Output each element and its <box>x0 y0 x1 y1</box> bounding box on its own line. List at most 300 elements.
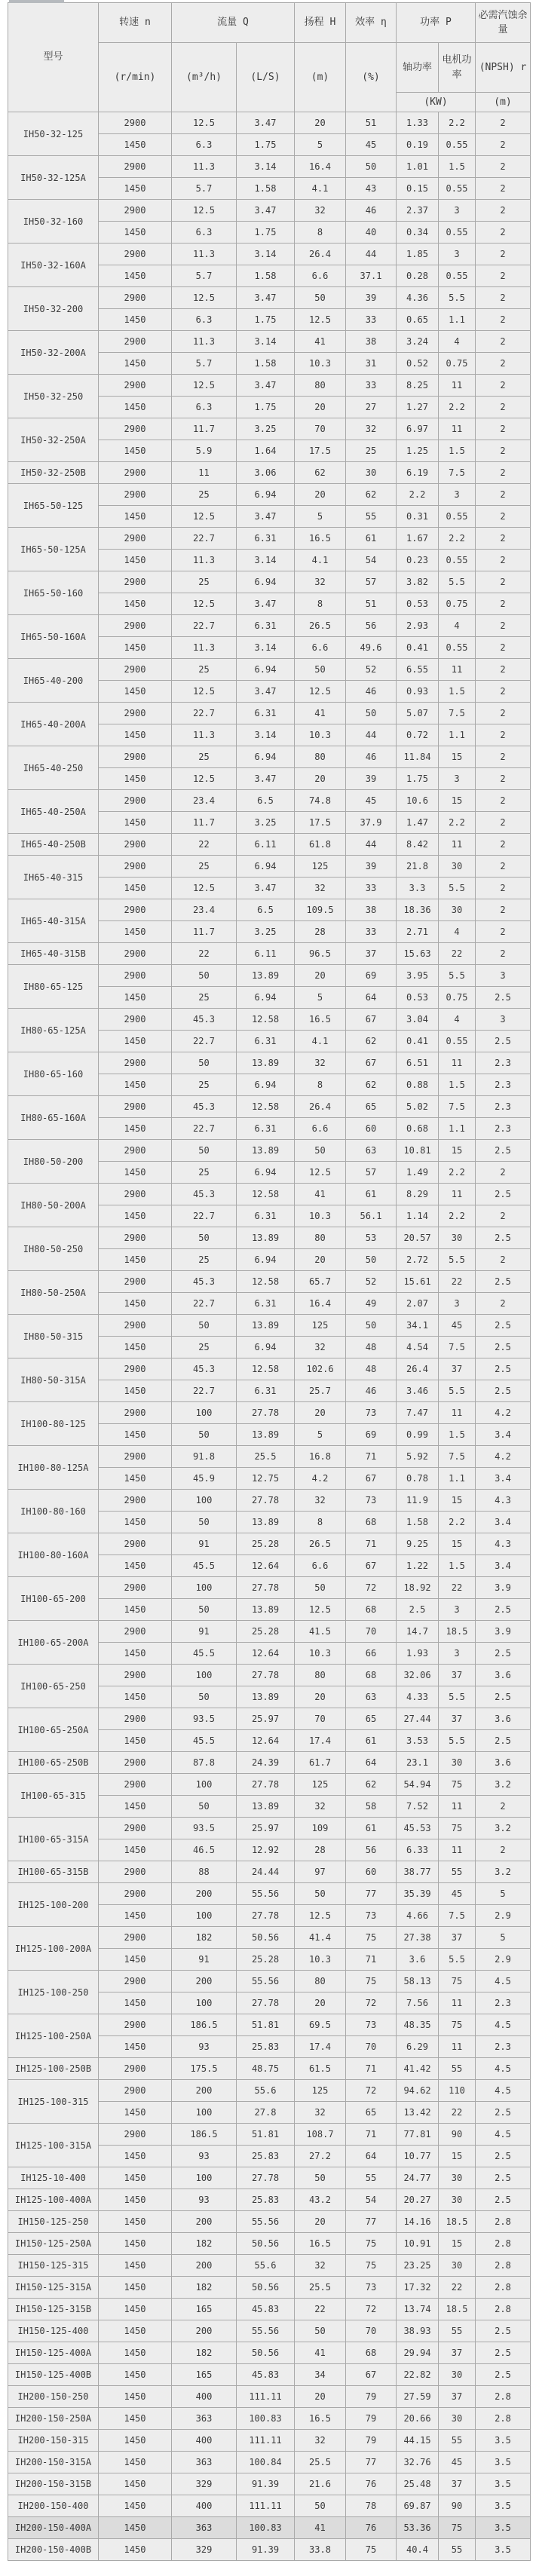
value-cell: 2.8 <box>476 2211 531 2233</box>
value-cell: 2.5 <box>476 2189 531 2211</box>
value-cell: 55.56 <box>237 1971 295 1992</box>
value-cell: 16.4 <box>295 1293 346 1315</box>
value-cell: 3.04 <box>397 1009 439 1031</box>
value-cell: 102.6 <box>295 1358 346 1380</box>
value-cell: 1450 <box>99 724 172 746</box>
value-cell: 1.5 <box>439 1074 476 1096</box>
value-cell: 363 <box>172 2408 237 2430</box>
model-cell: IH125-100-315A <box>8 2124 99 2167</box>
value-cell: 6.31 <box>237 1118 295 1140</box>
value-cell: 50 <box>172 1796 237 1818</box>
value-cell: 33 <box>346 375 397 397</box>
value-cell: 2900 <box>99 1774 172 1796</box>
value-cell: 20.57 <box>397 1227 439 1249</box>
header-power-motor: 电机功率 <box>439 43 476 93</box>
value-cell: 21.6 <box>295 2473 346 2495</box>
value-cell: 165 <box>172 2364 237 2386</box>
model-cell: IH100-65-315B <box>8 1861 99 1883</box>
value-cell: 7.5 <box>439 1337 476 1358</box>
value-cell: 363 <box>172 2452 237 2473</box>
spec-row <box>8 2495 531 2517</box>
value-cell: 3.25 <box>237 418 295 440</box>
value-cell: 2900 <box>99 1184 172 1205</box>
value-cell: 2.3 <box>476 1052 531 1074</box>
value-cell: 4 <box>439 615 476 637</box>
spec-row <box>8 2342 531 2364</box>
value-cell: 50 <box>295 287 346 309</box>
model-cell: IH50-32-200 <box>8 287 99 331</box>
value-cell: 2.5 <box>476 1271 531 1293</box>
value-cell: 1.1 <box>439 309 476 331</box>
value-cell: 8 <box>295 1512 346 1533</box>
spec-row <box>8 331 531 353</box>
model-cell: IH125-100-200A <box>8 1927 99 1971</box>
value-cell: 6.31 <box>237 1380 295 1402</box>
value-cell: 1.67 <box>397 528 439 550</box>
value-cell: 1450 <box>99 1249 172 1271</box>
value-cell: 72 <box>346 2080 397 2102</box>
value-cell: 67 <box>346 1555 397 1577</box>
value-cell: 108.7 <box>295 2124 346 2146</box>
value-cell: 43.2 <box>295 2189 346 2211</box>
value-cell: 3.47 <box>237 200 295 222</box>
value-cell: 60 <box>346 1118 397 1140</box>
value-cell: 1450 <box>99 440 172 462</box>
value-cell: 69.5 <box>295 2014 346 2036</box>
value-cell: 2900 <box>99 1577 172 1599</box>
value-cell: 20 <box>295 484 346 506</box>
value-cell: 1450 <box>99 1468 172 1490</box>
value-cell: 2 <box>476 856 531 878</box>
value-cell: 100 <box>172 1905 237 1927</box>
value-cell: 1450 <box>99 2036 172 2058</box>
value-cell: 68 <box>346 1512 397 1533</box>
model-cell: IH150-125-400 <box>8 2320 99 2342</box>
value-cell: 25.97 <box>237 1708 295 1730</box>
value-cell: 1.75 <box>237 134 295 156</box>
value-cell: 26.4 <box>295 1096 346 1118</box>
spec-row <box>8 2277 531 2299</box>
value-cell: 62 <box>346 1774 397 1796</box>
value-cell: 10.6 <box>397 790 439 812</box>
value-cell: 1.22 <box>397 1555 439 1577</box>
value-cell: 65 <box>346 1096 397 1118</box>
value-cell: 30 <box>439 2255 476 2277</box>
value-cell: 11.7 <box>172 921 237 943</box>
value-cell: 93 <box>172 2036 237 2058</box>
value-cell: 2.93 <box>397 615 439 637</box>
model-cell: IH65-50-160A <box>8 615 99 659</box>
value-cell: 55.56 <box>237 2320 295 2342</box>
value-cell: 2 <box>476 375 531 397</box>
model-cell: IH80-50-315 <box>8 1315 99 1358</box>
value-cell: 100 <box>172 2102 237 2124</box>
value-cell: 3.25 <box>237 812 295 834</box>
value-cell: 363 <box>172 2517 237 2539</box>
value-cell: 1450 <box>99 1992 172 2014</box>
value-cell: 2900 <box>99 899 172 921</box>
value-cell: 26.4 <box>397 1358 439 1380</box>
model-cell: IH65-40-200A <box>8 703 99 746</box>
model-cell: IH65-40-200 <box>8 659 99 703</box>
value-cell: 2 <box>476 1293 531 1315</box>
value-cell: 51.81 <box>237 2014 295 2036</box>
value-cell: 50 <box>346 703 397 724</box>
value-cell: 37 <box>439 1708 476 1730</box>
value-cell: 3.6 <box>476 1665 531 1686</box>
model-cell: IH65-50-125A <box>8 528 99 571</box>
value-cell: 1.47 <box>397 812 439 834</box>
value-cell: 2900 <box>99 200 172 222</box>
value-cell: 23.25 <box>397 2255 439 2277</box>
value-cell: 5.5 <box>439 1949 476 1971</box>
value-cell: 1450 <box>99 1512 172 1533</box>
value-cell: 125 <box>295 1774 346 1796</box>
value-cell: 14.7 <box>397 1621 439 1643</box>
header-head-unit: (m) <box>295 43 346 112</box>
value-cell: 4.5 <box>476 2058 531 2080</box>
value-cell: 37 <box>439 1665 476 1686</box>
spec-row <box>8 528 531 550</box>
value-cell: 39 <box>346 856 397 878</box>
value-cell: 2.3 <box>476 1096 531 1118</box>
value-cell: 2.5 <box>476 2342 531 2364</box>
value-cell: 50 <box>295 1140 346 1162</box>
header-flow: 流量 Q <box>172 3 295 43</box>
value-cell: 52 <box>346 659 397 681</box>
value-cell: 2900 <box>99 2014 172 2036</box>
value-cell: 2.5 <box>397 1599 439 1621</box>
value-cell: 11.84 <box>397 746 439 768</box>
value-cell: 24.77 <box>397 2167 439 2189</box>
model-cell: IH100-65-250A <box>8 1708 99 1752</box>
spec-row <box>8 2299 531 2320</box>
value-cell: 4 <box>439 1009 476 1031</box>
model-cell: IH125-100-400A <box>8 2189 99 2211</box>
model-cell: IH200-150-315 <box>8 2430 99 2452</box>
value-cell: 2900 <box>99 856 172 878</box>
value-cell: 77 <box>346 2452 397 2473</box>
value-cell: 2 <box>476 637 531 659</box>
value-cell: 4 <box>439 921 476 943</box>
value-cell: 2 <box>476 1162 531 1184</box>
value-cell: 63 <box>346 1686 397 1708</box>
value-cell: 11.7 <box>172 812 237 834</box>
value-cell: 3.25 <box>237 921 295 943</box>
value-cell: 72 <box>346 1577 397 1599</box>
value-cell: 3.14 <box>237 331 295 353</box>
value-cell: 5.5 <box>439 1380 476 1402</box>
value-cell: 3.6 <box>476 1708 531 1730</box>
value-cell: 2.5 <box>476 2167 531 2189</box>
value-cell: 3.24 <box>397 331 439 353</box>
value-cell: 62 <box>346 484 397 506</box>
value-cell: 5.5 <box>439 1249 476 1271</box>
value-cell: 100.83 <box>237 2517 295 2539</box>
value-cell: 6.3 <box>172 309 237 331</box>
value-cell: 71 <box>346 1949 397 1971</box>
value-cell: 1450 <box>99 2233 172 2255</box>
value-cell: 3 <box>439 244 476 265</box>
value-cell: 6.6 <box>295 1555 346 1577</box>
value-cell: 87.8 <box>172 1752 237 1774</box>
value-cell: 4.5 <box>476 2124 531 2146</box>
value-cell: 34 <box>295 2364 346 2386</box>
value-cell: 100 <box>172 1490 237 1512</box>
value-cell: 22.7 <box>172 703 237 724</box>
value-cell: 2.5 <box>476 1184 531 1205</box>
value-cell: 50 <box>295 2495 346 2517</box>
value-cell: 50.56 <box>237 2233 295 2255</box>
value-cell: 24.44 <box>237 1861 295 1883</box>
value-cell: 6.11 <box>237 834 295 856</box>
spec-row <box>8 2124 531 2146</box>
value-cell: 5.5 <box>439 965 476 987</box>
value-cell: 2 <box>476 1249 531 1271</box>
value-cell: 6.94 <box>237 1337 295 1358</box>
value-cell: 2900 <box>99 615 172 637</box>
value-cell: 25.28 <box>237 1533 295 1555</box>
value-cell: 90 <box>439 2495 476 2517</box>
value-cell: 110 <box>439 2080 476 2102</box>
value-cell: 23.1 <box>397 1752 439 1774</box>
value-cell: 2.07 <box>397 1293 439 1315</box>
value-cell: 8.25 <box>397 375 439 397</box>
value-cell: 2 <box>476 899 531 921</box>
value-cell: 6.94 <box>237 659 295 681</box>
value-cell: 0.99 <box>397 1424 439 1446</box>
value-cell: 1450 <box>99 681 172 703</box>
value-cell: 1.58 <box>237 178 295 200</box>
model-cell: IH100-65-250 <box>8 1665 99 1708</box>
value-cell: 111.11 <box>237 2495 295 2517</box>
value-cell: 5.7 <box>172 178 237 200</box>
value-cell: 10.3 <box>295 1643 346 1665</box>
value-cell: 4.33 <box>397 1686 439 1708</box>
spec-row <box>8 156 531 178</box>
model-cell: IH125-100-315 <box>8 2080 99 2124</box>
model-cell: IH125-100-250 <box>8 1971 99 2014</box>
value-cell: 2900 <box>99 1052 172 1074</box>
header-power-shaft: 轴功率 <box>397 43 439 93</box>
header-power-unit: (KW) <box>397 93 476 112</box>
value-cell: 11 <box>172 462 237 484</box>
model-cell: IH125-100-200 <box>8 1883 99 1927</box>
value-cell: 25 <box>172 1337 237 1358</box>
value-cell: 182 <box>172 2277 237 2299</box>
value-cell: 33.8 <box>295 2539 346 2561</box>
value-cell: 45 <box>346 134 397 156</box>
value-cell: 2 <box>476 1839 531 1861</box>
value-cell: 20 <box>295 1686 346 1708</box>
value-cell: 71 <box>346 2124 397 2146</box>
value-cell: 30 <box>346 462 397 484</box>
value-cell: 30 <box>439 2189 476 2211</box>
value-cell: 175.5 <box>172 2058 237 2080</box>
value-cell: 6.6 <box>295 637 346 659</box>
value-cell: 1.75 <box>237 222 295 244</box>
spec-row <box>8 462 531 484</box>
value-cell: 18.5 <box>439 1621 476 1643</box>
value-cell: 13.89 <box>237 1512 295 1533</box>
value-cell: 2 <box>476 244 531 265</box>
value-cell: 6.5 <box>237 899 295 921</box>
value-cell: 0.15 <box>397 178 439 200</box>
value-cell: 12.58 <box>237 1271 295 1293</box>
value-cell: 62 <box>346 1031 397 1052</box>
value-cell: 46.5 <box>172 1839 237 1861</box>
value-cell: 1.5 <box>439 440 476 462</box>
value-cell: 45.3 <box>172 1096 237 1118</box>
value-cell: 3 <box>439 768 476 790</box>
spec-row <box>8 2167 531 2189</box>
value-cell: 50 <box>346 1249 397 1271</box>
model-cell: IH50-32-250 <box>8 375 99 418</box>
model-cell: IH150-125-315B <box>8 2299 99 2320</box>
value-cell: 13.89 <box>237 1599 295 1621</box>
value-cell: 11.7 <box>172 418 237 440</box>
value-cell: 15 <box>439 1533 476 1555</box>
value-cell: 46 <box>346 746 397 768</box>
value-cell: 5 <box>295 1424 346 1446</box>
value-cell: 0.55 <box>439 265 476 287</box>
value-cell: 22 <box>439 1271 476 1293</box>
value-cell: 67 <box>346 2364 397 2386</box>
value-cell: 45.83 <box>237 2299 295 2320</box>
value-cell: 1.75 <box>237 309 295 331</box>
value-cell: 2900 <box>99 462 172 484</box>
value-cell: 2.3 <box>476 1992 531 2014</box>
value-cell: 0.88 <box>397 1074 439 1096</box>
value-cell: 91 <box>172 1949 237 1971</box>
value-cell: 2900 <box>99 418 172 440</box>
value-cell: 2 <box>476 134 531 156</box>
value-cell: 10.3 <box>295 1205 346 1227</box>
value-cell: 7.5 <box>439 1905 476 1927</box>
model-cell: IH150-125-250 <box>8 2211 99 2233</box>
spec-row <box>8 1227 531 1249</box>
value-cell: 3 <box>439 1643 476 1665</box>
value-cell: 4.5 <box>476 1971 531 1992</box>
value-cell: 3.5 <box>476 2539 531 2561</box>
value-cell: 1450 <box>99 1796 172 1818</box>
value-cell: 15 <box>439 2233 476 2255</box>
model-cell: IH65-40-250 <box>8 746 99 790</box>
value-cell: 3.6 <box>476 1752 531 1774</box>
header-npsh-unit: (m) <box>476 93 531 112</box>
value-cell: 71 <box>346 1446 397 1468</box>
value-cell: 23.4 <box>172 899 237 921</box>
value-cell: 93.5 <box>172 1818 237 1839</box>
value-cell: 11 <box>439 1402 476 1424</box>
spec-row <box>8 1971 531 1992</box>
value-cell: 22.7 <box>172 615 237 637</box>
value-cell: 24.39 <box>237 1752 295 1774</box>
value-cell: 5.7 <box>172 353 237 375</box>
value-cell: 51 <box>346 593 397 615</box>
value-cell: 2900 <box>99 1861 172 1883</box>
value-cell: 27.44 <box>397 1708 439 1730</box>
value-cell: 70 <box>295 1708 346 1730</box>
value-cell: 0.55 <box>439 222 476 244</box>
value-cell: 3 <box>439 484 476 506</box>
value-cell: 55.56 <box>237 2211 295 2233</box>
value-cell: 2.2 <box>439 397 476 418</box>
value-cell: 75 <box>346 2233 397 2255</box>
value-cell: 2.3 <box>476 2036 531 2058</box>
value-cell: 45.83 <box>237 2364 295 2386</box>
value-cell: 2900 <box>99 1971 172 1992</box>
value-cell: 32 <box>295 1337 346 1358</box>
value-cell: 2900 <box>99 2058 172 2080</box>
value-cell: 100 <box>172 1774 237 1796</box>
value-cell: 80 <box>295 746 346 768</box>
value-cell: 1.1 <box>439 1118 476 1140</box>
value-cell: 200 <box>172 2080 237 2102</box>
value-cell: 30 <box>439 1227 476 1249</box>
value-cell: 27 <box>346 397 397 418</box>
value-cell: 12.75 <box>237 1468 295 1490</box>
value-cell: 3.5 <box>476 2495 531 2517</box>
value-cell: 2 <box>476 484 531 506</box>
value-cell: 1450 <box>99 309 172 331</box>
value-cell: 80 <box>295 1665 346 1686</box>
value-cell: 12.58 <box>237 1184 295 1205</box>
value-cell: 4.1 <box>295 550 346 571</box>
value-cell: 12.5 <box>295 309 346 331</box>
value-cell: 1450 <box>99 878 172 899</box>
value-cell: 18.36 <box>397 899 439 921</box>
value-cell: 13.89 <box>237 1315 295 1337</box>
value-cell: 1450 <box>99 1293 172 1315</box>
spec-row <box>8 1883 531 1905</box>
value-cell: 2 <box>476 222 531 244</box>
spec-row <box>8 571 531 593</box>
value-cell: 38.77 <box>397 1861 439 1883</box>
model-cell: IH100-65-315 <box>8 1774 99 1818</box>
value-cell: 54 <box>346 2189 397 2211</box>
spec-row <box>8 1184 531 1205</box>
value-cell: 22 <box>172 943 237 965</box>
spec-row <box>8 2211 531 2233</box>
pump-spec-table <box>8 2 531 2561</box>
value-cell: 1450 <box>99 2146 172 2167</box>
value-cell: 1450 <box>99 2386 172 2408</box>
value-cell: 2.37 <box>397 200 439 222</box>
value-cell: 25 <box>172 484 237 506</box>
value-cell: 22 <box>172 834 237 856</box>
spec-row <box>8 1271 531 1293</box>
value-cell: 78 <box>346 2495 397 2517</box>
value-cell: 100 <box>172 1665 237 1686</box>
spec-row <box>8 1533 531 1555</box>
value-cell: 6.94 <box>237 1074 295 1096</box>
value-cell: 61 <box>346 528 397 550</box>
value-cell: 57 <box>346 571 397 593</box>
value-cell: 11.3 <box>172 244 237 265</box>
value-cell: 2900 <box>99 1402 172 1424</box>
value-cell: 25 <box>172 987 237 1009</box>
value-cell: 54.94 <box>397 1774 439 1796</box>
value-cell: 32 <box>295 2255 346 2277</box>
value-cell: 109.5 <box>295 899 346 921</box>
spec-row <box>8 200 531 222</box>
value-cell: 6.33 <box>397 1839 439 1861</box>
value-cell: 22 <box>439 943 476 965</box>
value-cell: 4.54 <box>397 1337 439 1358</box>
value-cell: 18.5 <box>439 2211 476 2233</box>
value-cell: 64 <box>346 1752 397 1774</box>
